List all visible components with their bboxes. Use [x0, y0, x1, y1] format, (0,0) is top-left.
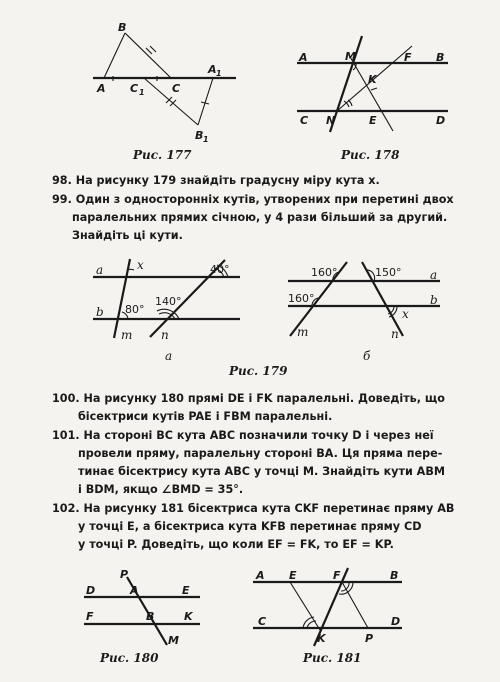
- fig179b-label-m: m: [297, 325, 309, 339]
- fig180-label-f: F: [86, 610, 94, 623]
- fig179a-label-a: a: [96, 263, 104, 277]
- fig180-label-e: E: [182, 584, 190, 597]
- fig178-label-n: N: [326, 114, 336, 127]
- problem-100-number: 100.: [52, 392, 80, 405]
- fig181-label-d: D: [391, 615, 401, 628]
- problem-101-line: провели пряму, паралельну стороні BA. Ця пряма пере-: [78, 447, 443, 460]
- problem-102-number: 102.: [52, 502, 80, 515]
- fig179b-angle-160-left: 160°: [288, 292, 315, 305]
- fig177-label-c1: C: [130, 82, 139, 95]
- fig180-label-p: P: [120, 568, 129, 581]
- problem-100-line: бісектриси кутів PAE і FBM паралельні.: [78, 410, 333, 423]
- fig180-label-a: A: [130, 584, 139, 597]
- fig179b-sublabel: б: [363, 349, 371, 363]
- fig181-label-b: B: [390, 569, 399, 582]
- fig178-label-b: B: [436, 51, 445, 64]
- problem-101-line: На стороні BC кута ABC позначили точку D і через неї: [83, 429, 434, 442]
- fig177-label-b1: B: [195, 129, 204, 142]
- fig177-label-a1-sub: 1: [216, 69, 222, 78]
- fig178-label-c: C: [300, 114, 309, 127]
- problem-99-number: 99.: [52, 193, 72, 206]
- fig179b-angle-150: 150°: [375, 266, 402, 279]
- fig179a-angle-40: 40°: [210, 263, 230, 276]
- fig181-label-a: A: [256, 569, 265, 582]
- fig180-label-b: B: [146, 610, 155, 623]
- problem-101-line: тинає бісектрису кута ABC у точці M. Знайдіть кути ABM: [78, 465, 445, 478]
- fig179-caption: Рис. 179: [229, 364, 288, 378]
- problem-102-line: у точці P. Доведіть, що коли EF = FK, то EF = KP.: [78, 538, 394, 551]
- fig179b-angle-x: x: [402, 307, 409, 321]
- fig177-label-a1: A: [208, 63, 217, 76]
- fig179b-label-a: a: [430, 268, 438, 282]
- problem-99-line: паралельних прямих січною, у 4 рази більший за другий.: [72, 211, 448, 224]
- fig177-label-c1-sub: 1: [139, 88, 145, 97]
- fig177-label-a: A: [97, 82, 106, 95]
- fig180-label-d: D: [86, 584, 96, 597]
- fig179a-angle-x: x: [137, 258, 144, 272]
- fig179a-angle-80: 80°: [125, 303, 145, 316]
- fig179b-label-n: n: [391, 327, 399, 341]
- fig178-label-m: M: [345, 50, 356, 63]
- fig179a-label-n: n: [161, 328, 169, 342]
- problem-99-line: Один з односторонніх кутів, утворених при перетині двох: [75, 193, 454, 206]
- fig179b-angle-160-top: 160°: [311, 266, 338, 279]
- problem-98-number: 98.: [52, 174, 72, 187]
- fig180-label-m: M: [168, 634, 179, 647]
- fig180-label-k: K: [184, 610, 193, 623]
- fig181-label-f: F: [333, 569, 341, 582]
- problem-102-line: у точці E, а бісектриса кута KFB перетинає пряму CD: [78, 520, 422, 533]
- fig181-label-p: P: [365, 632, 374, 645]
- problem-102-line: На рисунку 181 бісектриса кута CKF перетинає пряму AB: [83, 502, 455, 515]
- problem-98-line: На рисунку 179 знайдіть градусну міру кута x.: [75, 174, 380, 187]
- fig180-caption: Рис. 180: [100, 651, 159, 665]
- fig177-label-c: C: [172, 82, 181, 95]
- problem-101-number: 101.: [52, 429, 80, 442]
- problem-99-line: Знайдіть ці кути.: [72, 229, 183, 242]
- fig178-label-f: F: [404, 51, 412, 64]
- fig179a-sublabel: а: [165, 349, 173, 363]
- fig179a-label-b: b: [96, 305, 104, 319]
- fig181-label-c: C: [258, 615, 267, 628]
- fig181-caption: Рис. 181: [303, 651, 362, 665]
- fig181-label-e: E: [289, 569, 297, 582]
- fig177-label-b: B: [118, 21, 127, 34]
- fig178-label-a: A: [299, 51, 308, 64]
- problem-100-line: На рисунку 180 прямі DE і FK паралельні. Доведіть, що: [83, 392, 445, 405]
- fig179a-angle-140: 140°: [155, 295, 182, 308]
- fig178-label-d: D: [436, 114, 446, 127]
- problem-101-line: і BDM, якщо ∠BMD = 35°.: [78, 483, 244, 496]
- fig177-caption: Рис. 177: [133, 148, 192, 162]
- fig178-caption: Рис. 178: [341, 148, 400, 162]
- fig181-label-k: K: [317, 632, 326, 645]
- fig178-label-k: K: [368, 73, 377, 86]
- fig179a-label-m: m: [121, 328, 133, 342]
- fig178-label-e: E: [369, 114, 377, 127]
- fig179b-label-b: b: [430, 293, 438, 307]
- fig177-label-b1-sub: 1: [203, 135, 209, 144]
